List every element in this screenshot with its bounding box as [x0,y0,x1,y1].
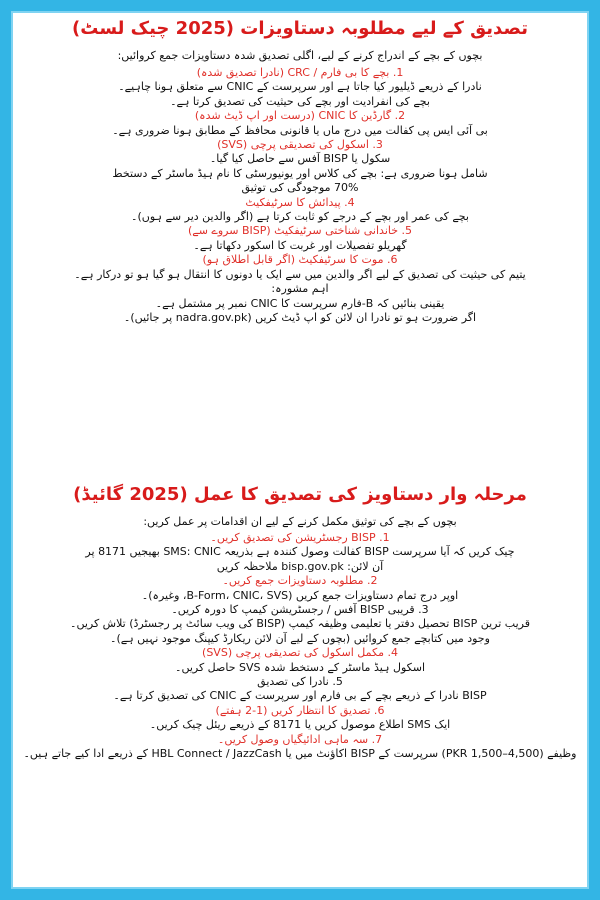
step-line: 3. قریبی BISP آفس / رجسٹریشن کیمپ کا دورہ کریں۔ [171,603,429,617]
steps-list [13,531,587,762]
process-intro: بچوں کے بچے کی توثیق مکمل کرنے کے لیے ان اقدامات پر عمل کریں: [143,515,457,528]
step-heading: 2. مطلوبہ دستاویزات جمع کریں۔ [222,574,378,588]
step-line: BISP نادرا کے ذریعے بچے کے بی فارم اور سرپرست کے CNIC کی تصدیق کرتا ہے۔ [113,689,487,703]
document-heading: 1. بچے کا بی فارم / CRC (نادرا تصدیق شدہ) [196,66,404,79]
documents-list [13,66,587,325]
process-title: مرحلہ وار دستاویز کی تصدیق کا عمل (2025 گائیڈ) [73,484,527,505]
document-heading: 2. گارڈین کا CNIC (درست اور اپ ڈیٹ شدہ) [194,109,406,123]
step-heading: 1. BISP رجسٹریشن کی تصدیق کریں۔ [210,531,390,544]
content-area [11,11,589,889]
document-heading: 6. موت کا سرٹیفکیٹ (اگر قابل اطلاق ہو) [202,253,398,267]
document-line: گھریلو تفصیلات اور غربت کا اسکور دکھاتا ہے۔ [193,238,407,252]
document-line: نادرا کے ذریعے ڈیلیور کیا جاتا ہے اور سرپرست کے CNIC سے متعلق ہونا چاہیے۔ [118,80,482,94]
document-line: بچے کی انفرادیت اور بچے کی حیثیت کی تصدیق کرتا ہے۔ [170,94,430,108]
document-heading: 5. خاندانی شناختی سرٹیفکیٹ (BISP سروے سے) [187,224,413,238]
step-line: آن لائن: bisp.gov.pk ملاحظہ کریں [216,559,384,573]
checklist-intro: بچوں کے بچے کے اندراج کرنے کے لیے، اگلی تصدیق شدہ دستاویزات جمع کروائیں: [117,49,483,62]
step-line: وجود میں کتابچے جمع کروائیں (بچوں کے لیے آن لائن ریکارڈ کیپنگ موجود نہیں ہے)۔ [110,631,490,645]
step-heading: 4. مکمل اسکول کی تصدیقی پرچی (SVS) [202,646,398,660]
checklist-title: تصدیق کے لیے مطلوبہ دستاویزات (2025 چیک لسٹ) [72,18,528,39]
step-line: قریب ترین BISP تحصیل دفتر یا تعلیمی وظیفہ کیمپ (BISP کی ویب سائٹ پر رجسٹرڈ) تلاش کریں۔ [70,617,530,631]
step-line: ایک SMS اطلاع موصول کریں یا 8171 کے ذریعے ریئل چیک کریں۔ [149,718,451,732]
step-heading: 7. سہ ماہی ادائیگیاں وصول کریں۔ [217,732,383,746]
document-heading: 4. پیدائش کا سرٹیفکیٹ [245,195,355,209]
document-line: شامل ہونا ضروری ہے: بچے کی کلاس اور یونیورسٹی کا نام ہیڈ ماسٹر کے دستخط [112,166,488,180]
document-line: سکول یا BISP آفس سے حاصل کیا گیا۔ [209,152,391,166]
step-line: اوپر درج تمام دستاویزات جمع کریں (B-Form، CNIC، SVS، وغیرہ)۔ [141,588,459,602]
step-line: چیک کریں کہ آیا سرپرست BISP کفالت وصول کنندہ ہے بذریعہ SMS: CNIC بھیجیں 8171 پر [85,545,515,559]
advice-label: اہم مشورہ: [271,282,329,296]
advice-line: یقینی بنائیں کہ B-فارم سرپرست کا CNIC نمبر پر مشتمل ہے۔ [155,296,445,310]
step-line: وظیفے (PKR 1,500–4,500) سرپرست کے BISP اکاؤنٹ میں یا HBL Connect / JazzCash کے ذریعے ادا کیے جاتے ہیں۔ [23,747,577,761]
advice-line: اگر ضرورت ہو تو نادرا ان لائن کو اپ ڈیٹ کریں (nadra.gov.pk پر جائیں)۔ [123,310,477,324]
step-line: اسکول ہیڈ ماسٹر کے دستخط شدہ SVS حاصل کریں۔ [175,660,425,674]
document-line: بی آئی ایس پی کفالت میں درج ماں یا قانونی محافظ کے مطابق ہونا ضروری ہے۔ [112,123,488,137]
document-heading: 3. اسکول کی تصدیقی پرچی (SVS) [217,138,383,152]
document-line: 70% موجودگی کی توثیق [241,181,359,195]
document-line: بچے کی عمر اور بچے کے درجے کو ثابت کرتا ہے (اگر والدین دیر سے ہوں)۔ [131,210,469,224]
step-line: 5. نادرا کی تصدیق [257,675,343,689]
step-heading: 6. تصدیق کا انتظار کریں (1-2 ہفتے) [215,703,385,717]
document-line: یتیم کی حیثیت کی تصدیق کے لیے اگر والدین میں سے ایک یا دونوں کا انتقال ہو گیا ہو تو درکار ہے۔ [74,267,526,281]
